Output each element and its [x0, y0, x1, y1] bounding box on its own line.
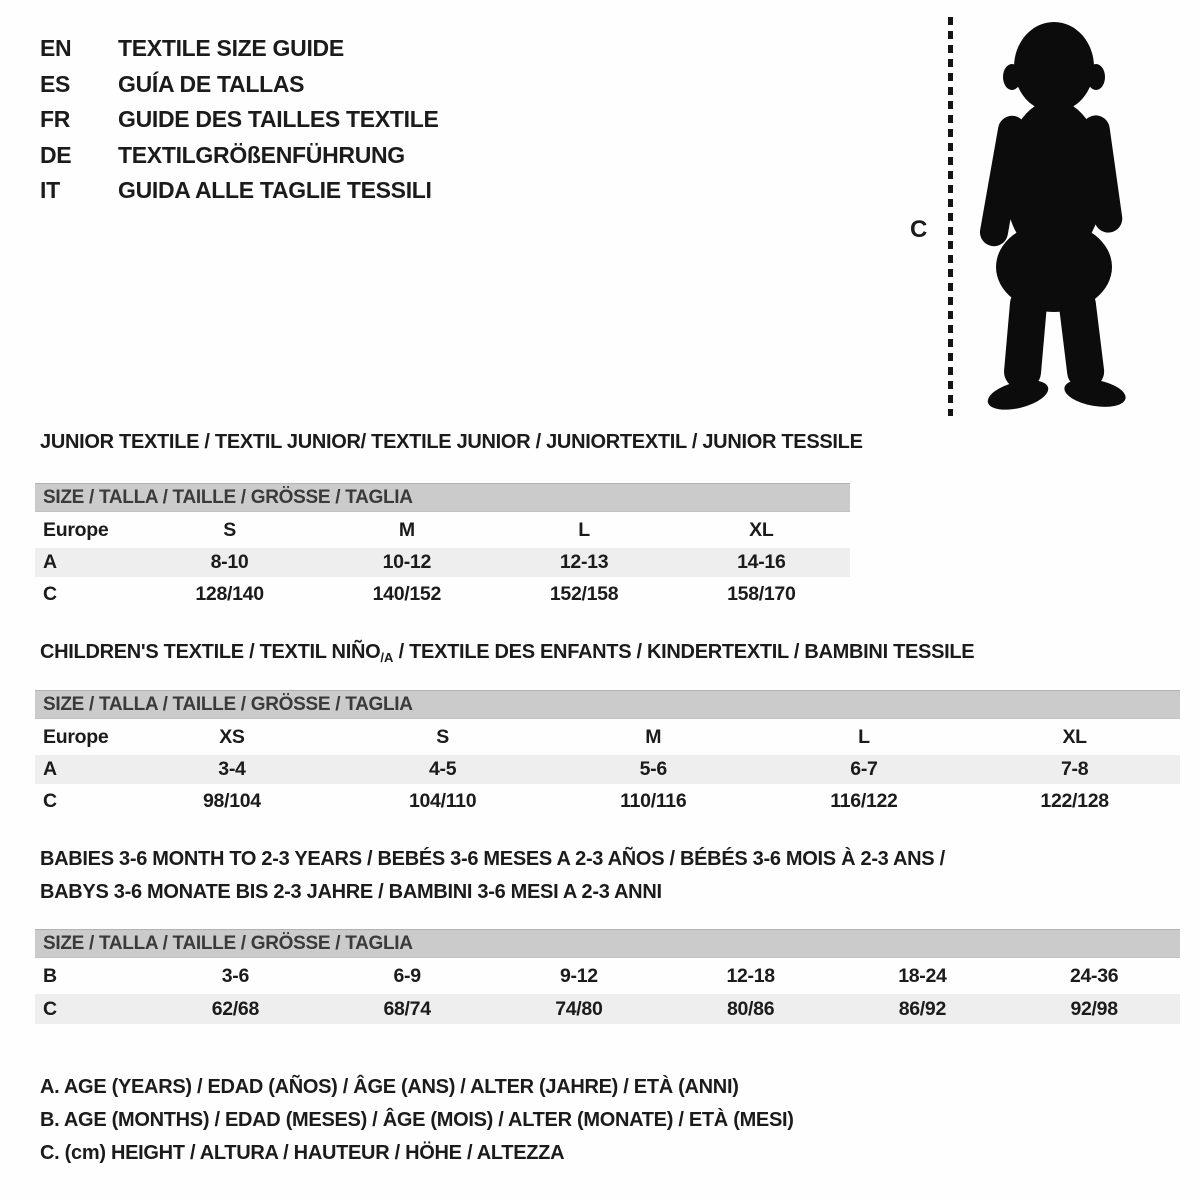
language-title: GUÍA DE TALLAS: [118, 70, 305, 97]
value-cell: 12-13: [559, 551, 609, 573]
value-cell: 110/116: [620, 789, 687, 812]
value-cell: 74/80: [555, 997, 603, 1020]
children-section-title: [40, 641, 974, 665]
language-title: TEXTILE SIZE GUIDE: [118, 35, 344, 61]
value-cell: 3-6: [221, 964, 250, 987]
value-cell: 104/110: [408, 789, 477, 812]
language-title: TEXTILGRÖßENFÜHRUNG: [118, 141, 405, 168]
babies-title-line1: BABIES 3-6 MONTH TO 2-3 YEARS / BEBÉS 3-6 MESES A 2-3 AÑOS / BÉBÉS 3-6 MOIS À 2-3 ANS /: [40, 848, 945, 870]
table-row-height: [35, 577, 850, 611]
row-label: B: [43, 964, 57, 987]
size-cell: M: [645, 725, 662, 748]
value-cell: 80/86: [726, 997, 775, 1020]
junior-size-table: [35, 483, 850, 611]
language-title: GUIDA ALLE TAGLIE TESSILI: [118, 177, 432, 203]
size-header-bar: SIZE / TALLA / TAILLE / GRÖSSE / TAGLIA: [35, 483, 850, 512]
size-cell: XL: [749, 518, 774, 541]
value-cell: 12-18: [726, 964, 775, 987]
babies-title-line2: BABYS 3-6 MONATE BIS 2-3 JAHRE / BAMBINI 3-6 MESI A 2-3 ANNI: [40, 881, 662, 903]
legend-line-a: A. AGE (YEARS) / EDAD (AÑOS) / ÂGE (ANS) / ALTER (JAHRE) / ETÀ (ANNI): [40, 1076, 739, 1098]
table-row-months: [35, 958, 1180, 994]
language-code: ES: [40, 70, 71, 97]
language-row-fr: [40, 102, 439, 138]
size-cell: S: [223, 518, 236, 541]
legend-line-b: B. AGE (MONTHS) / EDAD (MESES) / ÂGE (MOIS) / ALTER (MONATE) / ETÀ (MESI): [40, 1109, 794, 1131]
value-cell: 140/152: [372, 582, 441, 605]
language-row-es: [40, 67, 439, 103]
value-cell: 128/140: [195, 582, 264, 605]
value-cell: 14-16: [737, 551, 786, 573]
value-cell: 86/92: [898, 997, 947, 1020]
value-cell: 116/122: [830, 789, 898, 812]
value-cell: 152/158: [549, 582, 619, 605]
language-code: EN: [40, 35, 72, 61]
size-cell: L: [578, 518, 590, 541]
table-row-europe: [35, 719, 1180, 755]
value-cell: 68/74: [383, 997, 431, 1020]
size-cell: XS: [219, 725, 245, 748]
value-cell: 158/170: [727, 582, 796, 605]
language-code: IT: [40, 177, 60, 203]
language-row-de: [40, 138, 439, 174]
measurement-legend: [40, 1071, 794, 1170]
value-cell: 92/98: [1070, 997, 1118, 1020]
height-measure-label: C: [910, 216, 928, 243]
row-label: C: [43, 789, 57, 812]
value-cell: 10-12: [382, 551, 431, 573]
value-cell: 4-5: [428, 758, 457, 780]
language-title: GUIDE DES TAILLES TEXTILE: [118, 106, 439, 132]
toddler-silhouette-icon: [966, 15, 1142, 415]
table-row-height: [35, 784, 1180, 818]
size-header-bar: SIZE / TALLA / TAILLE / GRÖSSE / TAGLIA: [35, 690, 1180, 719]
language-row-it: [40, 173, 439, 209]
value-cell: 6-7: [850, 758, 878, 780]
children-title-subscript: /A: [380, 650, 394, 665]
value-cell: 122/128: [1040, 789, 1109, 812]
value-cell: 62/68: [211, 997, 260, 1020]
value-cell: 98/104: [203, 789, 261, 812]
value-cell: 5-6: [639, 758, 667, 780]
children-title-rest: / TEXTILE DES ENFANTS / KINDERTEXTIL / BAMBINI TESSILE: [393, 641, 975, 663]
size-header-bar: SIZE / TALLA / TAILLE / GRÖSSE / TAGLIA: [35, 929, 1180, 958]
language-title-list: [40, 31, 439, 209]
value-cell: 8-10: [210, 551, 249, 573]
language-code: FR: [40, 106, 71, 132]
row-label: A: [43, 758, 57, 780]
legend-line-c: C. (cm) HEIGHT / ALTURA / HAUTEUR / HÖHE / ALTEZZA: [40, 1142, 565, 1164]
junior-section-title: JUNIOR TEXTILE / TEXTIL JUNIOR/ TEXTILE JUNIOR / JUNIORTEXTIL / JUNIOR TESSILE: [40, 431, 863, 453]
language-row-en: [40, 31, 439, 67]
row-label: C: [43, 582, 57, 605]
value-cell: 6-9: [393, 964, 421, 987]
row-label: A: [43, 551, 57, 573]
size-cell: S: [436, 725, 449, 748]
row-label: Europe: [43, 725, 109, 748]
size-cell: L: [858, 725, 870, 748]
language-code: DE: [40, 141, 72, 168]
children-title-main: CHILDREN'S TEXTILE / TEXTIL NIÑO: [40, 641, 381, 663]
row-label: Europe: [43, 518, 109, 541]
babies-section-title: [40, 843, 945, 909]
value-cell: 7-8: [1060, 758, 1089, 780]
value-cell: 24-36: [1069, 964, 1119, 987]
height-dashed-line-icon: [948, 17, 953, 416]
value-cell: 3-4: [218, 758, 246, 780]
value-cell: 9-12: [559, 964, 598, 987]
value-cell: 18-24: [898, 964, 947, 987]
table-row-age: [35, 755, 1180, 784]
table-row-europe: [35, 512, 850, 548]
babies-size-table: [35, 929, 1180, 1024]
size-cell: XL: [1062, 725, 1087, 748]
children-size-table: [35, 690, 1180, 818]
size-cell: M: [398, 518, 415, 541]
table-row-height: [35, 994, 1180, 1024]
table-row-age: [35, 548, 850, 577]
row-label: C: [43, 997, 57, 1020]
